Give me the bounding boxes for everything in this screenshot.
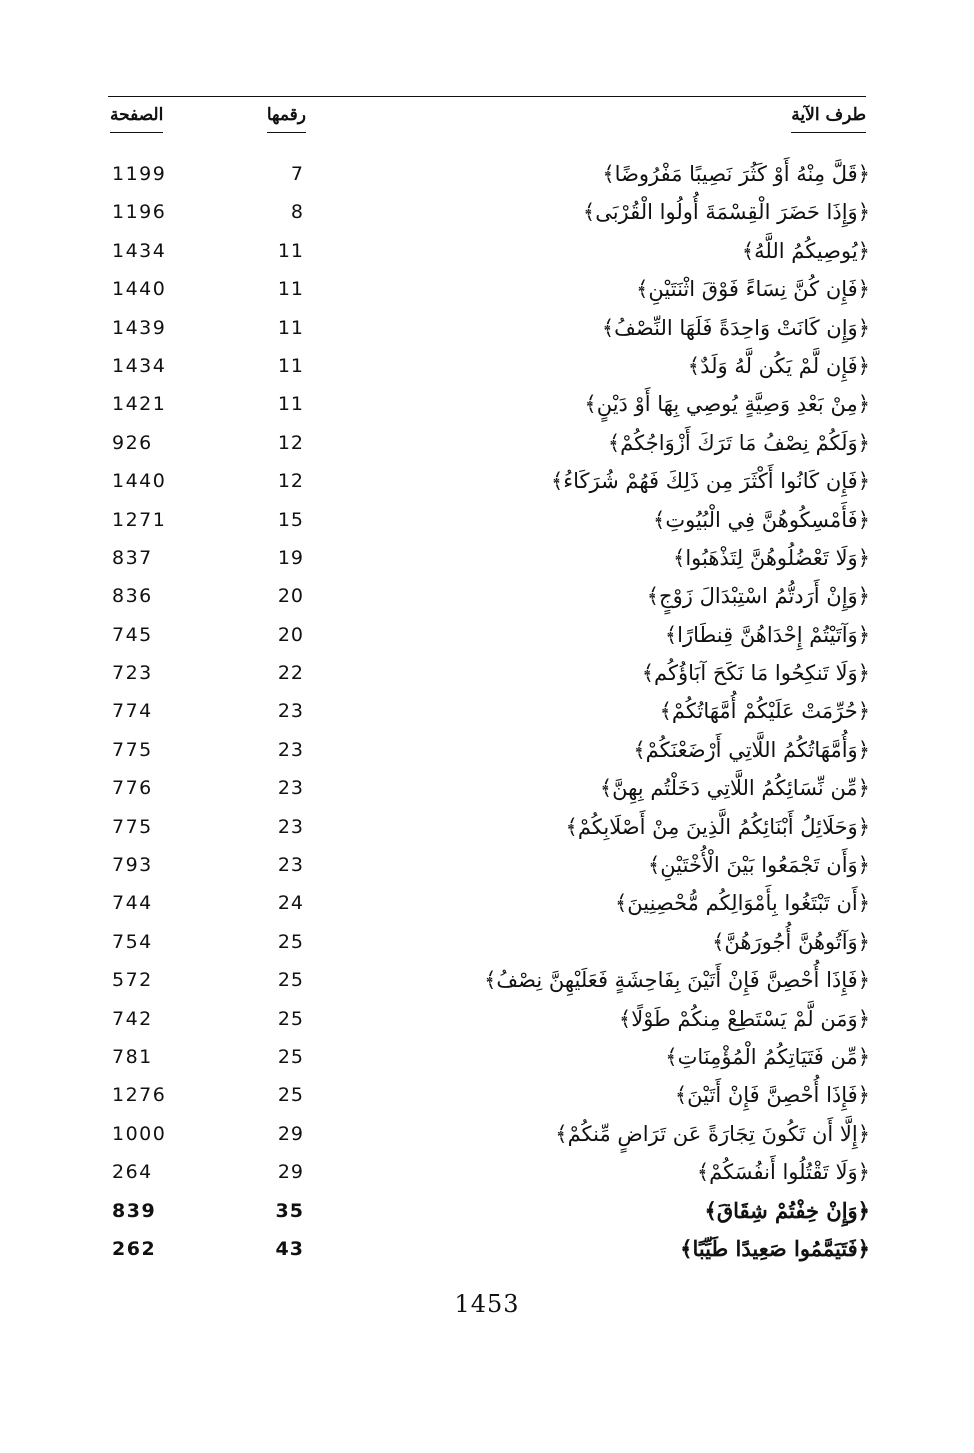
verse-number-cell: 43: [275, 1237, 304, 1260]
verse-number-cell: 11: [277, 239, 304, 262]
verse-excerpt-cell: ﴿وَلَكُمْ نِصْفُ مَا تَرَكَ أَزْوَاجُكُمْ﴾: [607, 430, 870, 455]
verse-number-cell: 23: [277, 815, 304, 838]
page-cell: 264: [112, 1161, 153, 1184]
verse-excerpt-cell: ﴿وَإِذَا حَضَرَ الْقِسْمَةَ أُولُوا الْقُرْبَى﴾: [582, 200, 870, 225]
verse-excerpt-cell: ﴿وَلَا تَقْتُلُوا أَنفُسَكُمْ﴾: [696, 1160, 870, 1185]
page-cell: 793: [112, 854, 153, 877]
page-cell: 837: [112, 546, 153, 569]
verse-excerpt-cell: ﴿أَن تَبْتَغُوا بِأَمْوَالِكُم مُّحْصِنِينَ﴾: [614, 891, 870, 916]
verse-number-cell: 11: [277, 316, 304, 339]
page-cell: 1199: [112, 163, 167, 185]
verse-excerpt-cell: ﴿وَآتَيْتُمْ إِحْدَاهُنَّ قِنطَارًا﴾: [664, 622, 870, 647]
table-row: [0, 692, 974, 730]
verse-excerpt-cell: ﴿مِّن فَتَيَاتِكُمُ الْمُؤْمِنَاتِ﴾: [665, 1044, 870, 1069]
verse-number-cell: 29: [277, 1161, 304, 1184]
verse-number-cell: 20: [277, 623, 304, 646]
page-cell: 262: [112, 1237, 157, 1260]
verse-excerpt-cell: ﴿وَإِنْ أَرَدتُّمُ اسْتِبْدَالَ زَوْجٍ﴾: [646, 584, 870, 609]
verse-number-cell: 11: [277, 278, 304, 301]
table-row: [0, 846, 974, 884]
verse-excerpt-cell: ﴿قَلَّ مِنْهُ أَوْ كَثُرَ نَصِيبًا مَفْرُوضًا﴾: [602, 162, 870, 186]
verse-number-cell: 25: [277, 1084, 304, 1107]
page-cell: 1439: [112, 316, 167, 339]
table-row: [0, 1115, 974, 1153]
table-row: [0, 1076, 974, 1114]
table-row: [0, 1000, 974, 1038]
column-headers: [0, 100, 974, 136]
verse-number-cell: 19: [277, 546, 304, 569]
verse-number-cell: 23: [277, 738, 304, 761]
page-cell: 1434: [112, 239, 167, 262]
page-cell: 774: [112, 700, 153, 723]
table-row: [0, 155, 974, 193]
verse-excerpt-cell: ﴿وَلَا تَنكِحُوا مَا نَكَحَ آبَاؤُكُم﴾: [641, 661, 870, 686]
table-row: [0, 385, 974, 423]
page-cell: 1421: [112, 393, 167, 416]
header-number: رقمها: [240, 100, 306, 133]
verse-excerpt-cell: ﴿مِنْ بَعْدِ وَصِيَّةٍ يُوصِي بِهَا أَوْ دَيْنٍ﴾: [584, 392, 870, 417]
table-row: [0, 232, 974, 270]
page-cell: 572: [112, 969, 153, 992]
table-row: [0, 539, 974, 577]
page-cell: 836: [112, 585, 153, 608]
verse-number-cell: 25: [277, 930, 304, 953]
verse-number-cell: 7: [290, 163, 304, 185]
verse-number-cell: 8: [290, 201, 304, 224]
verse-number-cell: 25: [277, 1045, 304, 1068]
verse-excerpt-cell: ﴿وَإِن كَانَتْ وَاحِدَةً فَلَهَا النِّصْفُ﴾: [601, 315, 870, 340]
verse-number-cell: 25: [277, 969, 304, 992]
verse-number-cell: 24: [277, 892, 304, 915]
verse-excerpt-cell: ﴿إِلَّا أَن تَكُونَ تِجَارَةً عَن تَرَاضٍ مِّنكُمْ﴾: [555, 1121, 870, 1146]
verse-excerpt-cell: ﴿وَإِنْ خِفْتُمْ شِقَاقَ﴾: [704, 1197, 870, 1223]
table-row: [0, 270, 974, 308]
verse-excerpt-cell: ﴿حُرِّمَتْ عَلَيْكُمْ أُمَّهَاتُكُمْ﴾: [659, 699, 870, 724]
page-cell: 839: [112, 1199, 157, 1222]
verse-number-cell: 11: [277, 393, 304, 416]
table-row: [0, 923, 974, 961]
page-cell: 775: [112, 738, 153, 761]
verse-number-cell: 20: [277, 585, 304, 608]
verse-excerpt-cell: ﴿فَإِن كُنَّ نِسَاءً فَوْقَ اثْنَتَيْنِ﴾: [636, 277, 870, 302]
index-table: [0, 155, 974, 1268]
page-number: 1453: [454, 1290, 520, 1318]
verse-number-cell: 22: [277, 662, 304, 685]
table-row: [0, 193, 974, 231]
page-cell: 776: [112, 777, 153, 800]
table-row: [0, 577, 974, 615]
page-cell: 1271: [112, 508, 167, 531]
verse-excerpt-cell: ﴿وَأُمَّهَاتُكُمُ اللَّاتِي أَرْضَعْنَكُمْ﴾: [633, 737, 870, 762]
verse-number-cell: 29: [277, 1122, 304, 1145]
page-cell: 926: [112, 431, 153, 454]
verse-excerpt-cell: ﴿فَإِن كَانُوا أَكْثَرَ مِن ذَلِكَ فَهُمْ شُرَكَاءُ﴾: [550, 469, 870, 494]
page-cell: 723: [112, 662, 153, 685]
table-row: [0, 1038, 974, 1076]
table-row: [0, 808, 974, 846]
page-cell: 1000: [112, 1122, 167, 1145]
table-row: [0, 424, 974, 462]
table-row: [0, 769, 974, 807]
verse-number-cell: 23: [277, 777, 304, 800]
table-row: [0, 501, 974, 539]
table-row: [0, 654, 974, 692]
page-cell: 1196: [112, 201, 167, 224]
table-row: [0, 884, 974, 922]
table-row: [0, 961, 974, 999]
page-cell: 745: [112, 623, 153, 646]
table-row: [0, 616, 974, 654]
table-row: [0, 731, 974, 769]
table-row: [0, 347, 974, 385]
verse-number-cell: 15: [277, 508, 304, 531]
verse-excerpt-cell: ﴿وَحَلَائِلُ أَبْنَائِكُمُ الَّذِينَ مِنْ أَصْلَابِكُمْ﴾: [565, 814, 870, 839]
page-cell: 1276: [112, 1084, 167, 1107]
verse-number-cell: 25: [277, 1007, 304, 1030]
verse-excerpt-cell: ﴿فَأَمْسِكُوهُنَّ فِي الْبُيُوتِ﴾: [653, 507, 870, 532]
page-cell: 742: [112, 1007, 153, 1030]
verse-number-cell: 12: [277, 431, 304, 454]
table-row: [0, 1192, 974, 1230]
verse-excerpt-cell: ﴿وَأَن تَجْمَعُوا بَيْنَ الْأُخْتَيْنِ﴾: [647, 853, 870, 878]
page-cell: 744: [112, 892, 153, 915]
page-cell: 1440: [112, 278, 167, 301]
verse-excerpt-cell: ﴿فَإِن لَّمْ يَكُن لَّهُ وَلَدٌ﴾: [687, 353, 870, 378]
table-row: [0, 462, 974, 500]
top-rule: [108, 96, 866, 97]
page-cell: 781: [112, 1045, 153, 1068]
table-row: [0, 1153, 974, 1191]
verse-excerpt-cell: ﴿فَتَيَمَّمُوا صَعِيدًا طَيِّبًا﴾: [680, 1235, 870, 1261]
verse-excerpt-cell: ﴿وَلَا تَعْضُلُوهُنَّ لِتَذْهَبُوا﴾: [673, 545, 870, 570]
verse-excerpt-cell: ﴿فَإِذَا أُحْصِنَّ فَإِنْ أَتَيْنَ﴾: [674, 1083, 870, 1108]
verse-excerpt-cell: ﴿مِّن نِّسَائِكُمُ اللَّاتِي دَخَلْتُم بِهِنَّ﴾: [599, 776, 870, 801]
page-cell: 1434: [112, 354, 167, 377]
verse-excerpt-cell: ﴿فَإِذَا أُحْصِنَّ فَإِنْ أَتَيْنَ بِفَاحِشَةٍ فَعَلَيْهِنَّ نِصْفُ﴾: [484, 968, 870, 993]
header-ayah: طرف الآية: [706, 100, 866, 133]
verse-excerpt-cell: ﴿يُوصِيكُمُ اللَّهُ﴾: [741, 238, 870, 263]
page-cell: 1440: [112, 470, 167, 493]
verse-number-cell: 23: [277, 700, 304, 723]
verse-excerpt-cell: ﴿وَآتُوهُنَّ أُجُورَهُنَّ﴾: [712, 929, 870, 954]
verse-number-cell: 11: [277, 354, 304, 377]
table-row: [0, 1230, 974, 1268]
page-cell: 775: [112, 815, 153, 838]
verse-number-cell: 12: [277, 470, 304, 493]
table-row: [0, 309, 974, 347]
header-page: الصفحة: [110, 100, 170, 133]
verse-number-cell: 35: [275, 1199, 304, 1222]
page-cell: 754: [112, 930, 153, 953]
verse-excerpt-cell: ﴿وَمَن لَّمْ يَسْتَطِعْ مِنكُمْ طَوْلًا﴾: [618, 1006, 870, 1031]
verse-number-cell: 23: [277, 854, 304, 877]
